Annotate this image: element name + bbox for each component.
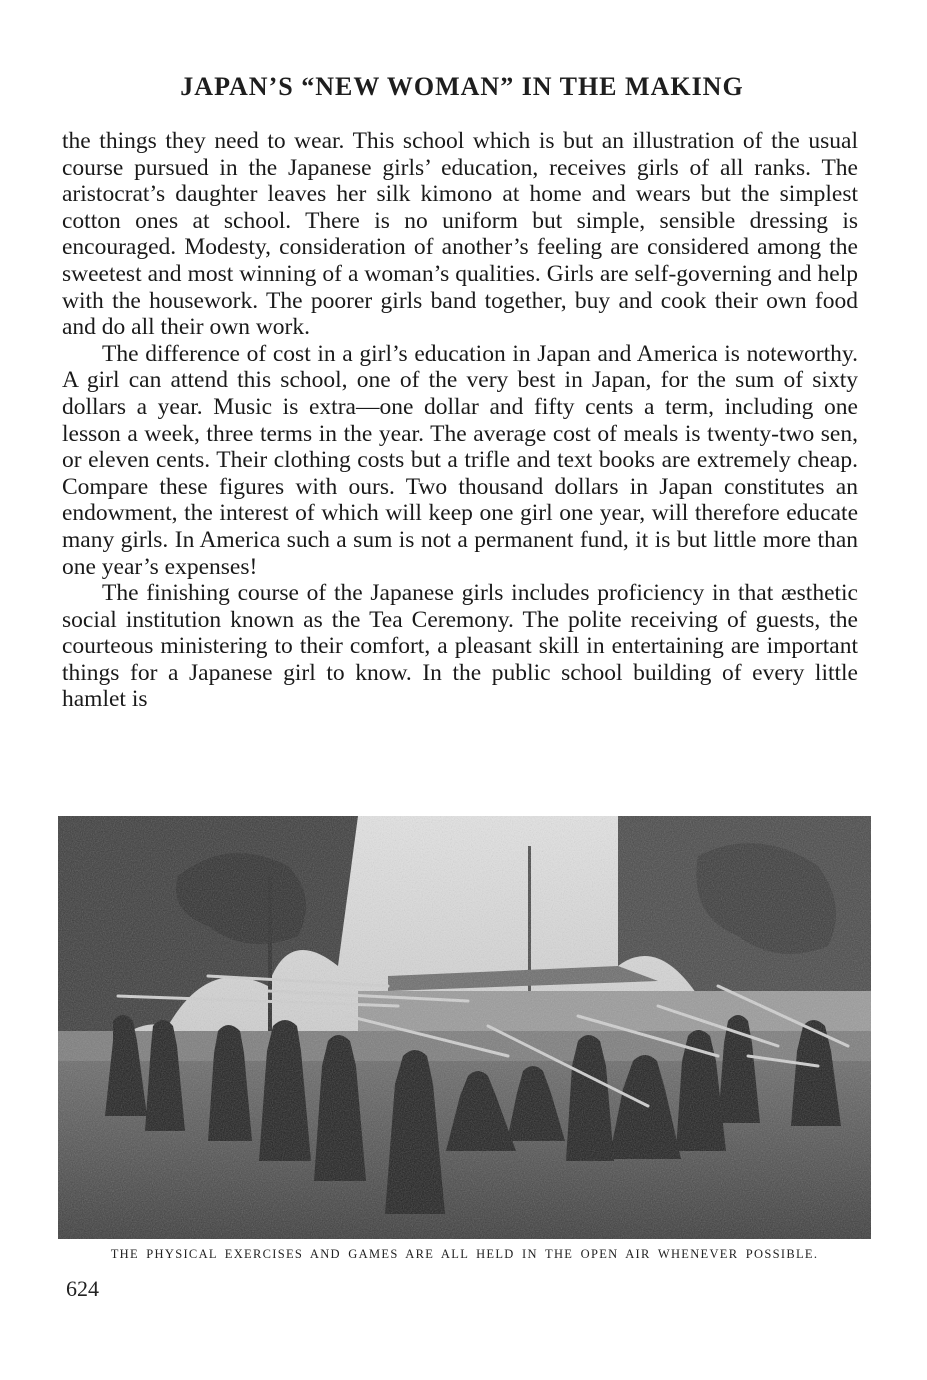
paragraph-3: The finishing course of the Japanese girls includes proficiency in that æsthetic social institution known as the Tea Ceremony. The polite receiving of guests, the courteous ministering to their comfort, a pleasant skill in entertaining are important things for a Japanese girl to know. In the public school building of every little hamlet is xyxy=(62,580,858,713)
photograph-girls-exercising xyxy=(58,816,871,1239)
paragraph-1: the things they need to wear. This school which is but an illustration of the usual course pursued in the Japanese girls’ education, receives girls of all ranks. The aristocrat’s daughter leaves her silk kimono at home and wears but the simplest cotton ones at school. There is no uniform but simple, sensible dressing is encouraged. Modesty, consideration of another’s feeling are considered among the sweetest and most winning of a woman’s qualities. Girls are self-governing and help with the housework. The poorer girls band together, buy and cook their own food and do all their own work. xyxy=(62,128,858,341)
running-header: JAPAN’S “NEW WOMAN” IN THE MAKING xyxy=(180,72,744,101)
photo-caption: THE PHYSICAL EXERCISES AND GAMES ARE ALL HELD IN THE OPEN AIR WHENEVER POSSIBLE. xyxy=(110,1247,819,1261)
article-body xyxy=(62,128,858,713)
paragraph-2: The difference of cost in a girl’s education in Japan and America is noteworthy. A girl can attend this school, one of the very best in Japan, for the sum of sixty dollars a year. Music is extra—one dollar and fifty cents a term, including one lesson a week, three terms in the year. The average cost of meals is twenty-two sen, or eleven cents. Their clothing costs but a trifle and text books are extremely cheap. Compare these figures with ours. Two thousand dollars in Japan constitutes an endowment, the interest of which will keep one girl one year, will therefore educate many girls. In America such a sum is not a permanent fund, it is but little more than one year’s expenses! xyxy=(62,340,858,580)
page-number: 624 xyxy=(66,1276,99,1301)
